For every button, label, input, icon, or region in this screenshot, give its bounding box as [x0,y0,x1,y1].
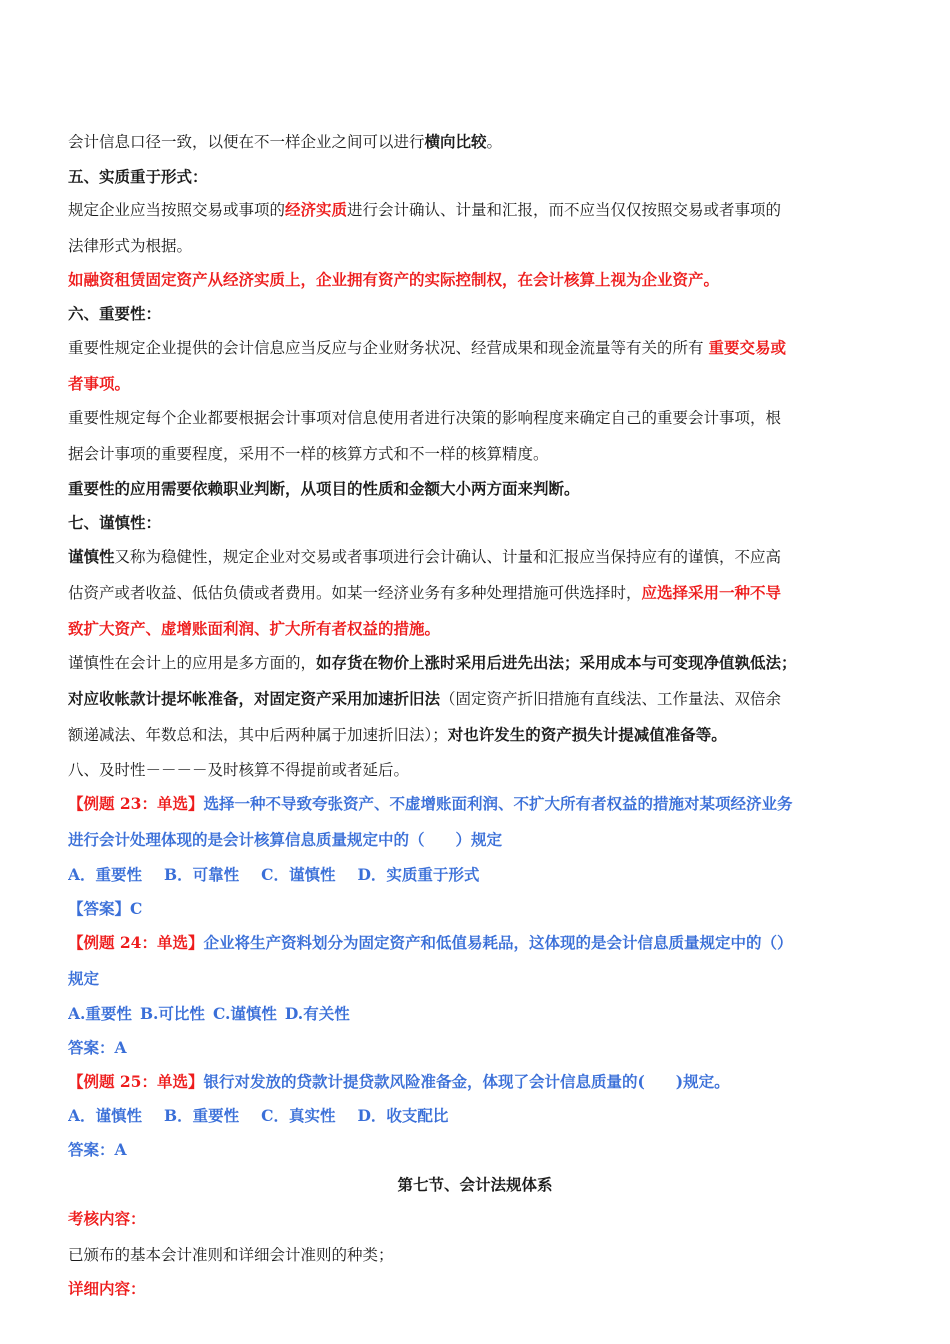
emphasis-text: 谨慎性 [68,547,115,566]
example-24-question: 【例题 24：单选】企业将生产资料划分为固定资产和低值易耗品，这体现的是会计信息质量规定中的（） [68,933,793,952]
option-d: D．收支配比 [357,1106,449,1125]
example-25-options [68,1106,888,1126]
emphasis-text: 如存货在物价上涨时采用后进先出法；采用成本与可变现净值孰低法； [316,653,797,672]
heading-prudence: 七、谨慎性： [68,513,162,532]
paragraph-line-bold: 重要性的应用需要依赖职业判断，从项目的性质和金额大小两方面来判断。 [68,479,580,498]
detail-content-label: 详细内容： [68,1279,146,1298]
example-23-question-cont: 进行会计处理体现的是会计核算信息质量规定中的（ ）规定 [68,830,503,849]
example-24-question-cont: 规定 [68,969,100,988]
paragraph-line: 重要性规定企业提供的会计信息应当反应与企业财务状况、经营成果和现金流量等有关的所有 重要交易或 [68,338,786,357]
option-a: A．谨慎性 [68,1106,143,1125]
example-25-answer: 答案：A [68,1140,127,1159]
paragraph-line: 重要性规定每个企业都要根据会计事项对信息使用者进行决策的影响程度来确定自己的重要会计事项，根 [68,409,782,427]
option-c: C．真实性 [261,1106,336,1125]
paragraph-line: 额递减法、年数总和法，其中后两种属于加速折旧法）；对也许发生的资产损失计提减值准备等。 [68,725,727,744]
paragraph-line: 估资产或者收益、低估负债或者费用。如某一经济业务有多种处理措施可供选择时，应选择采用一种不导 [68,583,782,602]
paragraph-line: 法律形式为根据。 [68,237,193,255]
emphasis-text: 横向比较 [424,132,487,151]
paragraph-line: 谨慎性又称为稳健性，规定企业对交易或者事项进行会计确认、计量和汇报应当保持应有的谨慎，不应高 [68,547,782,566]
example-23-question: 【例题 23：单选】选择一种不导致夸张资产、不虚增账面利润、不扩大所有者权益的措施对某项经济业务 [68,794,793,813]
paragraph-line: 规定企业应当按照交易或事项的经济实质进行会计确认、计量和汇报，而不应当仅仅按照交易或者事项的 [68,200,782,219]
heading-substance-over-form: 五、实质重于形式： [68,167,208,186]
option-a: A．重要性 [68,865,143,884]
option-c: C.谨慎性 [212,1004,277,1023]
option-c: C．谨慎性 [261,865,336,884]
example-tag: 【例题 23：单选】 [68,794,204,813]
paragraph-line-highlight: 致扩大资产、虚增账面利润、扩大所有者权益的措施。 [68,619,441,638]
emphasis-text: 应选择采用一种不导 [641,583,782,602]
heading-timeliness: 八、及时性－－－－及时核算不得提前或者延后。 [68,761,410,779]
example-tag: 【例题 24：单选】 [68,933,204,952]
paragraph-line: 会计信息口径一致，以便在不一样企业之间可以进行横向比较。 [68,132,503,151]
section-title: 第七节、会计法规体系 [397,1175,553,1194]
emphasis-text: 对应收帐款计提坏帐准备，对固定资产采用加速折旧法 [68,689,441,708]
exam-content-text: 已颁布的基本会计准则和详细会计准则的种类； [68,1246,394,1264]
heading-materiality: 六、重要性： [68,304,162,323]
exam-content-label: 考核内容： [68,1209,146,1228]
option-d: D.有关性 [284,1004,350,1023]
emphasis-text: 经济实质 [285,200,348,219]
emphasis-text: 对也许发生的资产损失计提减值准备等。 [447,725,727,744]
option-b: B．重要性 [164,1106,240,1125]
option-b: B．可靠性 [164,865,240,884]
emphasis-text: 重要交易或 [708,338,786,357]
example-23-answer: 【答案】C [68,899,143,918]
example-24-answer: 答案：A [68,1038,127,1057]
paragraph-line-highlight: 者事项。 [68,374,131,393]
option-d: D．实质重于形式 [357,865,480,884]
example-23-options [68,865,888,885]
paragraph-line: 据会计事项的重要程度，采用不一样的核算方式和不一样的核算精度。 [68,445,549,463]
paragraph-line: 对应收帐款计提坏帐准备，对固定资产采用加速折旧法（固定资产折旧措施有直线法、工作量法、双倍余 [68,689,782,708]
paragraph-line-highlight: 如融资租赁固定资产从经济实质上，企业拥有资产的实际控制权，在会计核算上视为企业资产。 [68,270,720,289]
example-24-options [68,1004,888,1024]
option-a: A.重要性 [68,1004,132,1023]
example-tag: 【例题 25：单选】 [68,1072,204,1091]
paragraph-line: 谨慎性在会计上的应用是多方面的，如存货在物价上涨时采用后进先出法；采用成本与可变现净值孰低法； [68,653,797,672]
option-b: B.可比性 [139,1004,205,1023]
example-25-question: 【例题 25：单选】银行对发放的贷款计提贷款风险准备金，体现了会计信息质量的( )规定。 [68,1072,730,1091]
